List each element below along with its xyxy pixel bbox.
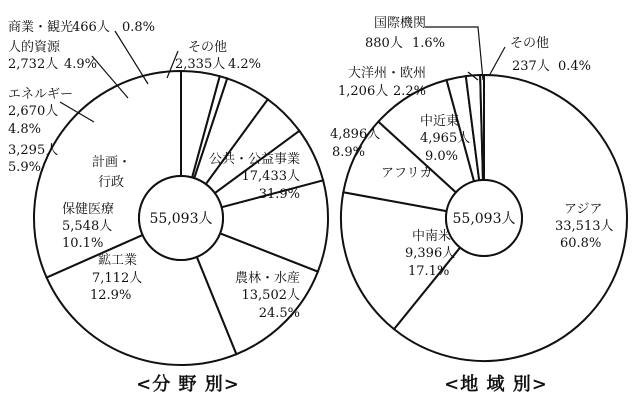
pie-2-leader-line-3 [489, 47, 505, 76]
pie-2-slice-6-label: 国際機関 [374, 16, 427, 31]
pie-2-slice-4-label: 中近東 [420, 114, 460, 129]
pie-1-slice-5-value-text: 3,295人 [8, 143, 59, 158]
pie-2-leader-line-2 [425, 27, 483, 80]
pie-2-slice-2-percent-text: 17.1% [408, 264, 450, 279]
pie-2-slice-7-label: その他 [510, 36, 550, 51]
pie-1-slice-1-value-text: 17,433人 [241, 169, 300, 184]
pie-1-slice-2-percent-text: 24.5% [258, 306, 300, 321]
pie-1-slice-2-label: 農林・水産 [234, 271, 300, 286]
pie-2-slice-7-percent-text: 0.4% [558, 59, 592, 74]
pie-1-slice-5-label: 計画・ [92, 155, 132, 170]
pie-2-slice-3-percent-text: 8.9% [332, 145, 366, 160]
pie-1-slice-5-percent-text: 5.9% [8, 160, 42, 175]
pie-1-slice-6-label: エネルギー [8, 87, 74, 102]
pie-1-slice-2-value-text: 13,502人 [241, 288, 300, 303]
pie-1-slice-3-percent-text: 12.9% [90, 288, 132, 303]
pie-1-slice-8-value-text: 466人 [72, 20, 110, 35]
pie-2-slice-5-value-text: 1,206人 [338, 84, 389, 99]
pie-chart-2 [330, 15, 627, 395]
pie-1-slice-9-value-text: 2,335人 [175, 57, 226, 72]
pie-2-caption: <地 域 別> [444, 374, 548, 395]
pie-1-slice-7-label: 人的資源 [8, 40, 61, 55]
pie-1-slice-7-percent-text: 4.9% [64, 57, 98, 72]
pie-1-slice-4-percent-text: 10.1% [62, 236, 104, 251]
pie-1-slice-8-percent-text: 0.8% [122, 20, 156, 35]
pie-1-caption: <分 野 別> [136, 374, 240, 395]
pie-2-slice-5-label: 大洋州・欧州 [348, 66, 427, 81]
pie-2-slice-1-percent-text: 60.8% [560, 236, 602, 251]
pie-1-slice-9-percent-text: 4.2% [228, 57, 262, 72]
pie-2-slice-6-percent-text: 1.6% [412, 36, 446, 51]
pie-1-slice-6-percent-text: 4.8% [8, 122, 42, 137]
pie-2-slice-1-value-text: 33,513人 [555, 219, 614, 234]
pie-1-slice-4-value-text: 5,548人 [62, 219, 113, 234]
pie-2-slice-4-percent-text: 9.0% [425, 149, 459, 164]
pie-2-slice-5-percent-text: 2.2% [393, 84, 427, 99]
pie-2-slice-1-label: アジア [564, 202, 603, 217]
pie-2-slice-7-value-text: 237人 [512, 59, 550, 74]
pie-1-slice-1-label: 公共・公益事業 [208, 152, 300, 167]
pie-1-slice-3-label: 鉱工業 [98, 253, 138, 268]
pie-1-slice-9-label: その他 [188, 40, 228, 55]
pie-1-slice-7-value-text: 2,732人 [8, 57, 59, 72]
pie-2-slice-3-label: アフリカ [381, 166, 433, 181]
pie-2-slice-6-value-text: 880人 [365, 36, 403, 51]
pie-2-slice-2-value-text: 9,396人 [405, 246, 456, 261]
pie-1-center-label: 55,093人 [149, 211, 213, 227]
pie-chart-1 [8, 19, 328, 395]
pie-1-slice-3-value-text: 7,112人 [92, 271, 143, 286]
pie-2-slice-4-value-text: 4,965人 [420, 131, 471, 146]
pie-2-center-label: 55,093人 [452, 211, 516, 227]
pie-1-slice-5-label: 行政 [98, 175, 125, 190]
pie-1-leader-line-1 [115, 31, 148, 84]
pie-2-slice-2-label: 中南米 [412, 229, 452, 244]
pie-1-slice-1-percent-text: 31.9% [258, 187, 300, 202]
pie-1-slice-6-value-text: 2,670人 [8, 104, 59, 119]
pie-2-slice-3-value-text: 4,896人 [330, 127, 381, 142]
pie-1-slice-4-label: 保健医療 [62, 202, 115, 217]
pie-1-slice-8-label: 商業・観光 [8, 20, 74, 35]
